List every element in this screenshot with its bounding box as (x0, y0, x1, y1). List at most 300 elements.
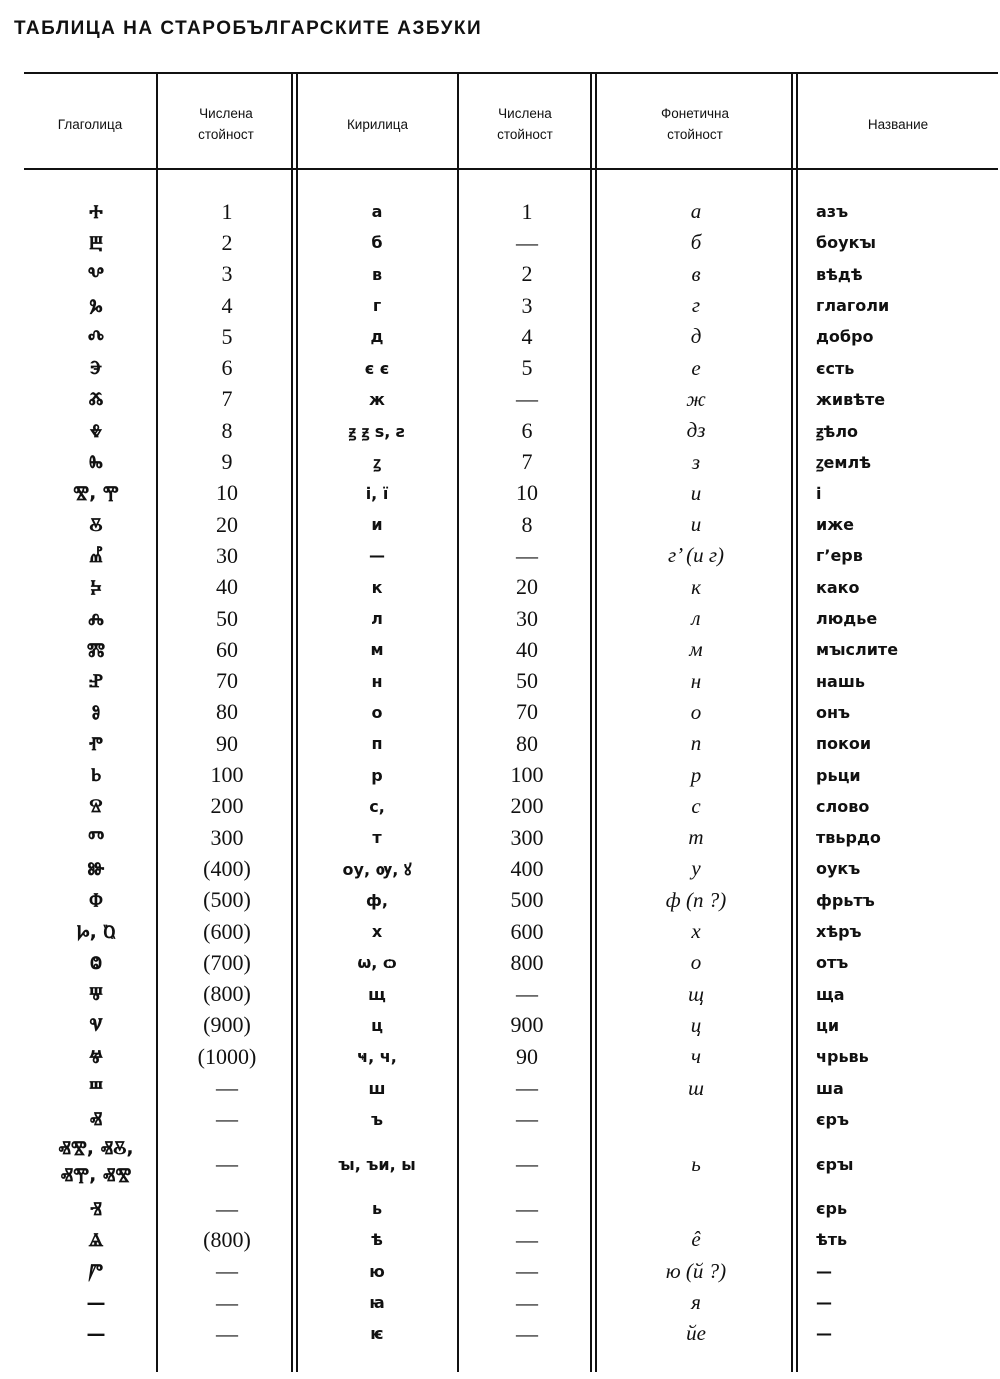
letter-name-text: ци (816, 1015, 840, 1035)
cyrillic-letter (296, 478, 458, 509)
glagolitic-letter-text: Ⰿ (86, 638, 106, 661)
cyrillic-numeric-value-text: — (516, 1075, 538, 1101)
glagolitic-letter-text: Ⱃ (90, 764, 102, 787)
letter-name-text: — (816, 1293, 832, 1313)
table-row (0, 1224, 1000, 1255)
table-row (0, 353, 1000, 384)
cyrillic-numeric-value (460, 415, 594, 446)
table-row (0, 1256, 1000, 1287)
header-bottom-rule (24, 168, 998, 170)
cyrillic-numeric-value-text: — (516, 1289, 538, 1315)
glagolitic-numeric-value-text: 4 (221, 292, 233, 318)
letter-name (816, 791, 1000, 822)
letter-name-text: людье (816, 609, 878, 629)
cyrillic-numeric-value-text: 1 (521, 198, 533, 224)
glagolitic-numeric-value-text: 8 (221, 417, 233, 443)
phonetic-value-text: р (690, 762, 702, 787)
glagolitic-numeric-value (160, 822, 294, 853)
cyrillic-numeric-value-text: — (516, 1226, 538, 1252)
table-row (0, 509, 1000, 540)
glagolitic-numeric-value-text: (500) (203, 887, 251, 913)
letter-name (816, 227, 1000, 258)
cyrillic-letter-text: х (371, 922, 383, 942)
letter-name (816, 979, 1000, 1010)
cyrillic-numeric-value (460, 666, 594, 697)
cyrillic-numeric-value-text: 80 (516, 730, 538, 756)
cyrillic-numeric-value-text: 8 (521, 511, 533, 537)
cyrillic-numeric-value-text: 600 (510, 918, 544, 944)
glagolitic-letter-text: Ⰳ (89, 294, 103, 317)
letter-name (816, 1193, 1000, 1224)
phonetic-value-text: йе (686, 1321, 706, 1346)
cyrillic-letter (296, 353, 458, 384)
glagolitic-numeric-value-text: — (216, 1258, 238, 1284)
letter-name-text: хѣръ (816, 922, 862, 942)
letter-name (816, 321, 1000, 352)
phonetic-value-text: з (691, 449, 701, 474)
page-title: ТАБЛИЦА НА СТАРОБЪЛГАРСКИТЕ АЗБУКИ (14, 18, 483, 39)
cyrillic-letter (296, 885, 458, 916)
letter-name (816, 1318, 1000, 1349)
table-row (0, 885, 1000, 916)
cyrillic-numeric-value-text: — (516, 1258, 538, 1284)
cyrillic-numeric-value (460, 1041, 594, 1072)
phonetic-value (598, 947, 794, 978)
cyrillic-numeric-value (460, 728, 594, 759)
glagolitic-letter (40, 478, 152, 509)
cyrillic-letter (296, 947, 458, 978)
table-row (0, 446, 1000, 477)
glagolitic-letter-text: Ⱌ (89, 1014, 103, 1037)
phonetic-value-text: ф (п ?) (665, 887, 727, 912)
glagolitic-numeric-value-text: 70 (216, 668, 238, 694)
header-numeric-value-2 (475, 80, 575, 168)
cyrillic-letter-text: л (371, 609, 383, 629)
cyrillic-numeric-value-text: 20 (516, 574, 538, 600)
table-row (0, 227, 1000, 258)
header-phonetic-value-label: Фонетична стойност (660, 106, 729, 142)
cyrillic-letter-text: ш (368, 1078, 386, 1098)
glagolitic-numeric-value-text: 6 (221, 355, 233, 381)
glagolitic-letter (40, 1193, 152, 1224)
cyrillic-letter-text: ꙁ (373, 453, 381, 473)
table-row (0, 384, 1000, 415)
glagolitic-letter (40, 759, 152, 790)
phonetic-value (598, 1135, 794, 1193)
letter-name (816, 1224, 1000, 1255)
glagolitic-letter (40, 634, 152, 665)
glagolitic-letter-text: Ⰻ (89, 513, 103, 536)
table-row (0, 1041, 1000, 1072)
cyrillic-numeric-value-text: 50 (516, 668, 538, 694)
cyrillic-numeric-value-text: 100 (510, 762, 544, 788)
glagolitic-letter (40, 540, 152, 571)
cyrillic-letter-text: ц (371, 1015, 383, 1035)
glagolitic-letter (40, 1010, 152, 1041)
cyrillic-letter-text: с, (369, 796, 385, 816)
table-row (0, 1072, 1000, 1103)
glagolitic-numeric-value-text: 1 (221, 198, 233, 224)
glagolitic-numeric-value (160, 1104, 294, 1135)
glagolitic-letter (40, 572, 152, 603)
cyrillic-numeric-value (460, 791, 594, 822)
table-row (0, 666, 1000, 697)
table-row (0, 759, 1000, 790)
glagolitic-letter-text: Ⰲ (87, 263, 105, 286)
glagolitic-letter-text: Ⱐ (90, 1197, 102, 1220)
letter-name-text: ша (816, 1078, 844, 1098)
glagolitic-numeric-value (160, 666, 294, 697)
phonetic-value-text: в (691, 261, 701, 286)
cyrillic-numeric-value (460, 634, 594, 665)
letter-name (816, 290, 1000, 321)
glagolitic-numeric-value-text: (900) (203, 1012, 251, 1038)
cyrillic-letter (296, 540, 458, 571)
table-row (0, 728, 1000, 759)
glagolitic-letter (40, 885, 152, 916)
cyrillic-letter (296, 666, 458, 697)
phonetic-value-text: ю (й ?) (665, 1258, 727, 1283)
glagolitic-letter-text: Ⰾ (88, 607, 104, 630)
letter-name-text: глаголи (816, 296, 890, 316)
glagolitic-letter-text: Ⰺ, Ⰹ (73, 482, 119, 505)
glagolitic-numeric-value (160, 509, 294, 540)
glagolitic-numeric-value-text: 200 (210, 793, 244, 819)
cyrillic-numeric-value-text: — (516, 1195, 538, 1221)
glagolitic-numeric-value (160, 1287, 294, 1318)
cyrillic-numeric-value-text: 300 (510, 824, 544, 850)
phonetic-value (598, 634, 794, 665)
glagolitic-letter (40, 321, 152, 352)
glagolitic-letter (40, 415, 152, 446)
cyrillic-numeric-value (460, 947, 594, 978)
glagolitic-numeric-value-text: 50 (216, 605, 238, 631)
glagolitic-numeric-value-text: — (216, 1195, 238, 1221)
table-row (0, 572, 1000, 603)
cyrillic-numeric-value-text: 900 (510, 1012, 544, 1038)
letter-name-text: — (816, 1261, 832, 1281)
letter-name-text: ѣть (816, 1230, 848, 1250)
cyrillic-letter (296, 1010, 458, 1041)
table-row (0, 415, 1000, 446)
cyrillic-letter-text: о (371, 702, 383, 722)
cyrillic-numeric-value (460, 540, 594, 571)
letter-name (816, 947, 1000, 978)
glagolitic-numeric-value-text: 80 (216, 699, 238, 725)
glagolitic-letter (40, 1104, 152, 1135)
cyrillic-numeric-value (460, 572, 594, 603)
header-phonetic-value (640, 80, 750, 168)
glagolitic-letter (40, 290, 152, 321)
glagolitic-numeric-value-text: (600) (203, 918, 251, 944)
table-top-rule (24, 72, 998, 74)
glagolitic-letter-text: Ⱎ (89, 1077, 103, 1100)
letter-name-text: — (816, 1324, 832, 1344)
cyrillic-letter-text: г (372, 296, 382, 316)
glagolitic-numeric-value-text: — (216, 1106, 238, 1132)
phonetic-value-text: ш (688, 1075, 704, 1100)
glagolitic-letter-text: Ⰸ (89, 451, 103, 474)
phonetic-value-text: ц (690, 1012, 702, 1037)
glagolitic-numeric-value (160, 259, 294, 290)
glagolitic-numeric-value (160, 1041, 294, 1072)
cyrillic-numeric-value (460, 853, 594, 884)
cyrillic-numeric-value (460, 1072, 594, 1103)
cyrillic-letter (296, 759, 458, 790)
glagolitic-numeric-value-text: (1000) (197, 1043, 257, 1069)
phonetic-value (598, 1224, 794, 1255)
glagolitic-letter (40, 353, 152, 384)
cyrillic-numeric-value-text: 30 (516, 605, 538, 631)
glagolitic-letter-text: ⰟⰊ, ⰟⰋ, ⰟⰉ, ⰟⰊ (58, 1137, 134, 1186)
phonetic-value-text: б (690, 230, 702, 255)
phonetic-value (598, 572, 794, 603)
letter-name-text: слово (816, 796, 870, 816)
letter-name-text: ꙃѣло (816, 421, 859, 441)
phonetic-value (598, 759, 794, 790)
cyrillic-numeric-value-text: 200 (510, 793, 544, 819)
glagolitic-letter-text: — (86, 1322, 106, 1345)
cyrillic-numeric-value-text: 2 (521, 261, 533, 287)
phonetic-value-text: л (691, 606, 701, 631)
glagolitic-numeric-value (160, 1224, 294, 1255)
glagolitic-numeric-value-text: 20 (216, 511, 238, 537)
letter-name-text: вѣдѣ (816, 264, 863, 284)
letter-name-text: ꙁемлѣ (816, 453, 871, 473)
glagolitic-letter-text: Ⰷ (89, 419, 103, 442)
glagolitic-numeric-value (160, 227, 294, 258)
phonetic-value (598, 1256, 794, 1287)
cyrillic-numeric-value-text: 40 (516, 636, 538, 662)
glagolitic-letter (40, 446, 152, 477)
phonetic-value-text: ж (686, 386, 706, 411)
cyrillic-letter-text: є є (364, 358, 390, 378)
letter-name (816, 353, 1000, 384)
letter-name (816, 822, 1000, 853)
cyrillic-numeric-value (460, 1224, 594, 1255)
letter-name (816, 259, 1000, 290)
glagolitic-numeric-value-text: (700) (203, 949, 251, 975)
cyrillic-numeric-value (460, 227, 594, 258)
glagolitic-letter-text: Ⰽ (90, 576, 102, 599)
cyrillic-numeric-value (460, 979, 594, 1010)
cyrillic-letter (296, 1318, 458, 1349)
letter-name (816, 540, 1000, 571)
glagolitic-numeric-value-text: (800) (203, 1226, 251, 1252)
phonetic-value-text: г’ (и г) (667, 543, 725, 568)
phonetic-value (598, 478, 794, 509)
glagolitic-numeric-value (160, 572, 294, 603)
cyrillic-letter-text: оу, ѹ, ꙋ (342, 859, 412, 879)
phonetic-value-text: о (690, 699, 702, 724)
cyrillic-letter (296, 634, 458, 665)
letter-name (816, 1135, 1000, 1193)
header-glagolitic-label: Глаголица (57, 116, 123, 132)
letter-name-text: єръ (816, 1109, 849, 1129)
cyrillic-letter (296, 290, 458, 321)
cyrillic-numeric-value (460, 259, 594, 290)
glagolitic-letter (40, 697, 152, 728)
glagolitic-numeric-value-text: (800) (203, 981, 251, 1007)
phonetic-value-text: ê (691, 1227, 701, 1252)
phonetic-value (598, 822, 794, 853)
glagolitic-letter (40, 509, 152, 540)
phonetic-value (598, 916, 794, 947)
phonetic-value (598, 540, 794, 571)
phonetic-value-text: н (690, 668, 702, 693)
glagolitic-letter-text: Ⱏ (89, 1108, 103, 1131)
phonetic-value (598, 1072, 794, 1103)
cyrillic-numeric-value-text: 70 (516, 699, 538, 725)
cyrillic-numeric-value (460, 1135, 594, 1193)
cyrillic-numeric-value-text: 90 (516, 1043, 538, 1069)
cyrillic-letter (296, 697, 458, 728)
phonetic-value (598, 1318, 794, 1349)
glagolitic-letter-text: Ⱄ (89, 795, 103, 818)
phonetic-value (598, 290, 794, 321)
glagolitic-letter-text: Ⱅ (88, 826, 104, 849)
glagolitic-letter (40, 196, 152, 227)
letter-name (816, 572, 1000, 603)
header-name-label: Название (867, 116, 929, 132)
letter-name (816, 885, 1000, 916)
glagolitic-numeric-value-text: 9 (221, 449, 233, 475)
letter-name-text: єрь (816, 1199, 848, 1219)
letter-name-text: како (816, 577, 860, 597)
glagolitic-numeric-value-text: 60 (216, 636, 238, 662)
glagolitic-numeric-value (160, 446, 294, 477)
glagolitic-letter (40, 728, 152, 759)
cyrillic-numeric-value (460, 885, 594, 916)
cyrillic-letter (296, 1041, 458, 1072)
cyrillic-letter-text: ꙃ ꙃ ѕ, ꙅ (348, 421, 406, 441)
glagolitic-letter-text: Ⰰ (89, 200, 103, 223)
glagolitic-numeric-value-text: 100 (210, 762, 244, 788)
table-row (0, 853, 1000, 884)
glagolitic-letter (40, 916, 152, 947)
cyrillic-numeric-value (460, 478, 594, 509)
table-row (0, 1135, 1000, 1193)
letter-name (816, 916, 1000, 947)
phonetic-value (598, 353, 794, 384)
letter-name (816, 384, 1000, 415)
phonetic-value (598, 1041, 794, 1072)
cyrillic-letter (296, 1072, 458, 1103)
letter-name (816, 1010, 1000, 1041)
cyrillic-numeric-value-text: — (516, 981, 538, 1007)
glagolitic-numeric-value-text: 90 (216, 730, 238, 756)
cyrillic-numeric-value (460, 603, 594, 634)
phonetic-value (598, 227, 794, 258)
cyrillic-numeric-value (460, 1104, 594, 1135)
phonetic-value (598, 1287, 794, 1318)
glagolitic-numeric-value (160, 415, 294, 446)
phonetic-value (598, 384, 794, 415)
cyrillic-letter (296, 1287, 458, 1318)
glagolitic-letter-text: Ⱁ (91, 701, 101, 724)
phonetic-value (598, 1104, 794, 1135)
header-cyrillic-label: Кирилица (346, 116, 409, 132)
glagolitic-numeric-value-text: — (216, 1320, 238, 1346)
letter-name-text: г’ерв (816, 546, 863, 566)
phonetic-value (598, 509, 794, 540)
phonetic-value-text: ч (690, 1044, 702, 1069)
phonetic-value (598, 885, 794, 916)
cyrillic-letter (296, 259, 458, 290)
letter-name-text: боукꙑ (816, 233, 876, 253)
glagolitic-letter-text: Ⱉ (90, 951, 102, 974)
cyrillic-numeric-value-text: — (516, 1151, 538, 1176)
glagolitic-letter (40, 1041, 152, 1072)
cyrillic-letter-text: ꙗ (369, 1293, 385, 1313)
letter-name (816, 666, 1000, 697)
cyrillic-numeric-value-text: 400 (510, 855, 544, 881)
glagolitic-numeric-value (160, 1256, 294, 1287)
glagolitic-letter-text: — (86, 1291, 106, 1314)
table-row (0, 259, 1000, 290)
cyrillic-letter (296, 1104, 458, 1135)
cyrillic-letter-text: м (370, 640, 384, 660)
glagolitic-letter (40, 1224, 152, 1255)
cyrillic-numeric-value-text: 10 (516, 480, 538, 506)
glagolitic-numeric-value-text: 40 (216, 574, 238, 600)
glagolitic-numeric-value (160, 1318, 294, 1349)
glagolitic-numeric-value (160, 853, 294, 884)
cyrillic-numeric-value-text: 4 (521, 323, 533, 349)
letter-name-text: єрꙑ (816, 1154, 854, 1174)
glagolitic-numeric-value-text: — (216, 1289, 238, 1315)
phonetic-value-text: щ (688, 981, 704, 1006)
glagolitic-numeric-value-text: 3 (221, 261, 233, 287)
cyrillic-letter-text: т (372, 828, 382, 848)
table-row (0, 290, 1000, 321)
glagolitic-numeric-value-text: 5 (221, 323, 233, 349)
phonetic-value (598, 697, 794, 728)
letter-name-text: онъ (816, 702, 851, 722)
phonetic-value-text: о (690, 950, 702, 975)
phonetic-value-text: дз (686, 418, 706, 443)
cyrillic-letter (296, 1224, 458, 1255)
cyrillic-letter-text: р (371, 765, 383, 785)
letter-name (816, 634, 1000, 665)
glagolitic-letter (40, 947, 152, 978)
glagolitic-letter-text: Ⰵ (89, 357, 103, 380)
letter-name (816, 509, 1000, 540)
glagolitic-numeric-value (160, 384, 294, 415)
cyrillic-letter (296, 1193, 458, 1224)
cyrillic-letter-text: б (371, 233, 383, 253)
letter-name-text: живѣте (816, 389, 886, 409)
phonetic-value (598, 791, 794, 822)
phonetic-value (598, 603, 794, 634)
letter-name-text: чрьвь (816, 1047, 869, 1067)
table-row (0, 1104, 1000, 1135)
cyrillic-numeric-value-text: 500 (510, 887, 544, 913)
letter-name-text: і (816, 483, 822, 503)
cyrillic-numeric-value (460, 321, 594, 352)
cyrillic-numeric-value (460, 509, 594, 540)
cyrillic-letter (296, 415, 458, 446)
glagolitic-letter (40, 853, 152, 884)
letter-name (816, 853, 1000, 884)
letter-name (816, 415, 1000, 446)
cyrillic-letter-text: — (369, 546, 385, 566)
cyrillic-numeric-value (460, 290, 594, 321)
glagolitic-letter (40, 259, 152, 290)
phonetic-value (598, 196, 794, 227)
cyrillic-letter-text: щ (368, 984, 386, 1004)
phonetic-value-text: к (691, 574, 701, 599)
